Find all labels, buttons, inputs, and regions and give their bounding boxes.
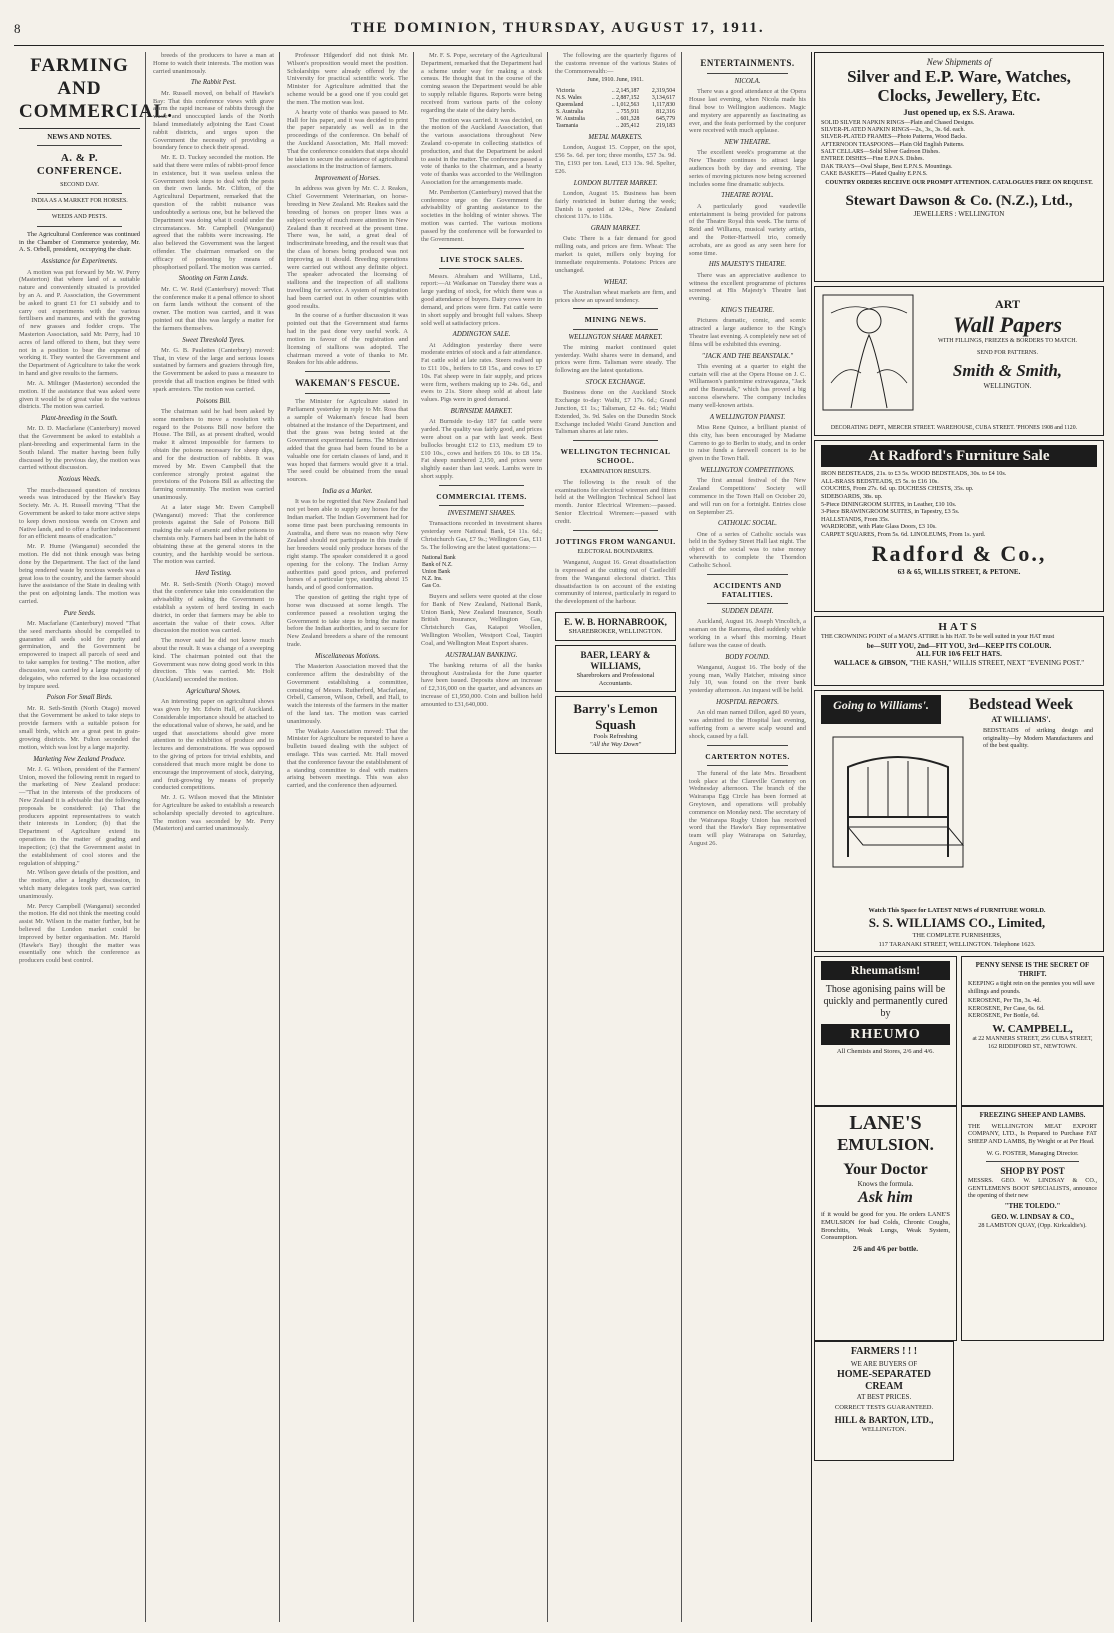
stock-name: Bank of N.Z. <box>422 561 453 568</box>
radford-item: 3-Piece BRAWINGROOM SUITES, in Tapestry, £3 5s. <box>821 508 960 516</box>
stock-price <box>536 555 542 562</box>
customs-table: Victoria .. 2,145,187 2,319,504 N.S. Wales .. 2,887,152 3,134,617 Queensland .. 1,012,563 1,117,830 S. Australia .. 755,911 812,316 W. Australia .. 601,328 645,779 Tasmania .. 205,412 219,183 <box>556 87 675 130</box>
heading-pianist: A WELLINGTON PIANIST. <box>709 413 786 421</box>
smith-friezes: WITH FILLINGS, FRIEZES & BORDERS TO MATCH. <box>937 338 1078 345</box>
heading-pureseeds: Pure Seeds. <box>63 609 96 617</box>
heading-shows: Agricultural Shows. <box>186 688 241 696</box>
smith-art: ART <box>995 297 1020 311</box>
freezing-body: THE WELLINGTON MEAT EXPORT COMPANY, LTD., Is Prepared to Purchase FAT SHEEP AND LAMBS, By Weight or at Per Head. <box>968 1122 1097 1145</box>
radford-item: HALLSTANDS, From 35s. <box>821 515 890 523</box>
hats-ad <box>814 616 1104 686</box>
lemon-squash-title: Barry's Lemon Squash <box>573 701 658 733</box>
smith-wallpapers-ad <box>814 286 1104 436</box>
penny-ad <box>961 956 1104 1106</box>
heading-misc: Miscellaneous Motions. <box>315 652 380 660</box>
farmers-title: FARMERS ! ! ! <box>850 1346 918 1357</box>
smith-firm: Smith & Smith, <box>952 361 1063 381</box>
baer-title: BAER, LEARY & WILLIAMS, <box>580 649 651 671</box>
radford-item: SIDEBOARDS, 38s. up. <box>821 492 883 500</box>
carterton-headline: CARTERTON NOTES. <box>705 751 790 761</box>
radford-item: COUCHES, From 27s. 6d. up. DUCHESS CHESTS, 35s. up. <box>821 485 974 493</box>
smith-send: SEND FOR PATTERNS. <box>977 349 1038 356</box>
radford-items <box>821 470 1097 538</box>
hornabrook-title: E. W. B. HORNABROOK, <box>564 617 667 628</box>
heading-marketing: Marketing New Zealand Produce. <box>33 755 126 763</box>
lanes-title: LANE'S <box>849 1112 922 1134</box>
column-4: Mr. F. S. Pope, secretary of the Agricultural Department, remarked that the Department had a scheme under way for making a stock census. He thought that in the course of the coming season the Department would be able to supply reliable figures. Reports were being received from various parts of the colony regarding the state of the dairy herds. The motion was carried. It was decided, on the motion of the Auckland Association, that the various associations throughout New Zealand co-operate in collecting statistics of production, and that the Department be asked to assist in the matter. The conference passed a vote of thanks to the chairman, and a hearty vote of thanks was accorded to the Wellington Association for the arrangements made. Mr. Pemberton (Canterbury) moved that the conference urge on the Government the advisability of granting assistance to the societies in the holding of winter shows. The motion was carried. The various motions passed by the conference will be forwarded to the Government. LIVE STOCK SALES. Messrs. Abraham and Williams, Ltd., report:—At Waikanae on Tuesday there was a large yarding of stock, for which there was a good attendance of buyers. Dairy cows were in demand, and prices were firm. Fat cattle were in short supply and brought full values. Sheep sold well at satisfactory prices. ADDINGTON SALE. At Addington yesterday there were moderate entries of stock and a fair attendance. Fat cattle sold at late rates. Steers realised up to £11 10s., heifers to £8 15s., and cows to £7 10s. Fat sheep were in fair supply, and prices were firm, wethers making up to 24s. 6d., and ewes to 21s. Store sheep sold at about late values. Pigs were in good demand. BURNSIDE MARKET. At Burnside to-day 187 fat cattle were yarded. The quality was fairly good, and prices were about on a par with last week. Best bullocks brought £12 to £13, medium £9 to £10 10s., cows and heifers £6 10s. to £8 15s. Fat sheep numbered 2,150, and prices were slightly easier than last week. Lambs were in short supply. COMMERCIAL ITEMS. INVESTMENT SHARES. Transactions recorded in investment shares yesterday were National Bank, £4 11s. 6d.; Christchurch Gas, £7 9s.; Wellington Gas, £11 5s. The following are the latest quotations:— National Bank Bank of N.Z. Union Bank N.Z. Ins. Gas Co. Buyers and sellers were quoted at the close for Bank of New Zealand, National Bank, Union Bank, New Zealand Insurance, South British Insurance, Wellington Gas, Christchurch Gas, Kaiapoi Woollen, Wellington Woollen, Westport Coal, Taupiri Coal, and Wellington Meat Export shares. AUSTRALIAN BANKING. The banking returns of all the banks throughout Australasia for the June quarter have been issued. Deposits show an increase of £2,316,000 on the quarter, and advances an increase of £1,950,000. Coin and bullion held amounted to £31,640,000. <box>416 52 548 1622</box>
penny-item: KEROSENE, Per Case, 6s. 6d. <box>968 1004 1045 1012</box>
rheumo-ad <box>814 956 957 1106</box>
heading-australian-banking: AUSTRALIAN BANKING. <box>445 651 518 659</box>
shop-name: "THE TOLEDO." <box>1004 1201 1061 1210</box>
tech-school-headline: WELLINGTON TECHNICAL SCHOOL. <box>560 447 671 466</box>
williams-watch: Watch This Space for LATEST NEWS of FURNITURE WORLD. <box>868 907 1046 915</box>
stewart-item: AFTERNOON TEASPOONS—Plain Old English Patterns. <box>821 141 965 148</box>
heading-jack: "JACK AND THE BEANSTALK." <box>701 352 794 360</box>
heading-poisons: Poisons Bill. <box>196 397 231 405</box>
stewart-item: DAK TRAYS—Oval Shape, Best E.P.N.S. Mountings. <box>821 163 953 170</box>
heading-theatre-royal: THEATRE ROYAL. <box>721 192 774 200</box>
shop-body: MESSRS. GEO. W. LINDSAY & CO., GENTLEMEN'S BOOT SPECIALISTS, announce the opening of their new <box>968 1177 1097 1200</box>
rheumo-brand: RHEUMO <box>821 1024 950 1045</box>
stewart-item: ENTREE DISHES—Fine E.P.N.S. Dishes. <box>821 156 925 163</box>
heading-india: India as a Market. <box>322 488 373 496</box>
heading-kings: KING'S THEATRE. <box>720 306 775 314</box>
heading-poison: Poison For Small Birds. <box>46 694 113 702</box>
stewart-item: CAKE BASKETS—Plated Quality E.P.N.S. <box>821 170 928 177</box>
stock-row <box>421 569 542 576</box>
farmers-at: AT BEST PRICES. <box>856 1393 912 1402</box>
heading-competitions: WELLINGTON COMPETITIONS. <box>700 467 795 474</box>
baer-sub: Sharebrokers and Professional Accountants. <box>576 671 655 687</box>
lanes-freezing-row <box>814 1106 1104 1341</box>
stewart-country: COUNTRY ORDERS RECEIVE OUR PROMPT ATTENTION. CATALOGUES FREE ON REQUEST. <box>825 180 1093 187</box>
stock-price <box>536 576 542 583</box>
lanes-body: if it would be good for you. He orders LANE'S EMULSION for bad Colds, Chronic Coughs, Bronchitis, Weak Lungs, Weak System, Consumption. <box>821 1210 950 1242</box>
heading-plantbreeding: Plant-breeding in the South. <box>41 415 118 423</box>
rheumo-penny-row <box>814 956 1104 1106</box>
heading-wheat: WHEAT. <box>603 278 628 286</box>
shop-firm: GEO. W. LINDSAY & CO., <box>991 1213 1074 1222</box>
hats-firm-tail: "THE KASH," WILLIS STREET, NEXT "EVENING POST." <box>909 658 1085 667</box>
freezing-title: FREEZING SHEEP AND LAMBS. <box>979 1111 1086 1119</box>
radford-address: 63 & 65, WILLIS STREET, & PETONE. <box>897 568 1021 577</box>
stewart-firm-sub: JEWELLERS : WELLINGTON <box>913 209 1005 218</box>
advertisements-column <box>814 52 1104 1622</box>
penny-firm: W. CAMPBELL, <box>992 1022 1073 1035</box>
stock-price <box>536 562 542 569</box>
williams-body: BEDSTEADS of striking design and originality—by Modern Manufacturers and of the best quality. <box>983 727 1093 750</box>
commercial-headline: COMMERCIAL ITEMS. <box>436 491 527 501</box>
stewart-item: SILVER-PLATED FRAMES—Photo Patterns, Wood Backs. <box>821 134 967 141</box>
lemon-squash-sub: Fools Refreshing <box>593 733 638 741</box>
heading-stock-exchange: STOCK EXCHANGE. <box>585 379 646 387</box>
jottings-headline: JOTTINGS FROM WANGANUI. <box>555 536 676 546</box>
column-1: FARMING AND COMMERCIAL. NEWS AND NOTES. A. & P. CONFERENCE. SECOND DAY. INDIA AS A MARKET FOR HORSES. WEEDS AND PESTS. The Agricultural Conference was continued in the Chamber of Commerce yesterday, Mr. A. S. Orbell, president, occupying the chair. Assistance for Experiments. A motion was put forward by Mr. W. Perry (Masterton) that where land of a suitable nature and conveniently situated is provided by an A. and P. Association, the Government be asked to grant £1 for £1 subsidy and to carry out experiments with the various fertilisers and manures, and with the growing of new grasses and fodder crops. The Masterton Association, said Mr. Perry, had 10 acres of land offered to them, but they were not in a position to bear the expense of working it. They wanted the Government and the Department of Agriculture to take the work in hand and give results to the farmers. Mr. A. Milinger (Masterton) seconded the motion. If the assistance that was asked were given it would be of great value to the various districts. The motion was carried. Plant-breeding in the South. Mr. D. D. Macfarlane (Canterbury) moved that the Government be asked to establish a plant-breeding and experimental farm in the South Island. The matter having been fully discussed by the previous day, the motion was carried without discussion. Noxious Weeds. The much-discussed question of noxious weeds was introduced by the Hawke's Bay Society. Mr. A. H. Russell moving "That the Government be asked to take more active steps to keep down noxious weeds on Crown and Native lands, and to offer a further inducement for an efficient means of eradication." Mr. P. Hume (Wanganui) seconded the motion. He did not think enough was being done by the Department. The fact of the land being rendered waste by noxious weeds was a great loss to the country, and the farmer should have the assistance of the State in dealing with the pest on adjoining lands. The motion was carried. Pure Seeds. Mr. Macfarlane (Canterbury) moved "That the seed merchants should be compelled to guarantee all seeds sold for purity and germination, and the Government be empowered to inspect all parcels of seed and to take samples for testing." The motion, after discussion, was carried by a large majority of delegates, who referred to the loss occasioned by impure seed. Poison For Small Birds. Mr. R. Seth-Smith (North Otago) moved that the Government be asked to take steps to provide farmers with a suitable poison for small birds, which are a great pest in grain-growing districts. Mr. Fulton seconded the motion, which was lost by a large majority. Marketing New Zealand Produce. Mr. J. G. Wilson, president of the Farmers' Union, moved the following remit in regard to the marketing of New Zealand produce:—"That in the interests of the producers of New Zealand it is advisable that the following proposals be considered: (a) That the producers appoint representatives to watch their interests in London; (b) that the Department of Agriculture extend its operations in the matter of grading and inspection; (c) that the Government assist in the establishment of cool stores and the regulation of shipping." Mr. Wilson gave details of the position, and the motion, after a lengthy discussion, in which many delegates took part, was carried unanimously. Mr. Percy Campbell (Wanganui) seconded the motion. He did not think the meeting could assist Mr. Wilson in the matter further, but he believed the London market could be improved by better organisation. Mr. Harold (Hawke's Bay) thought the matter was essentially one which the conference as producers could best control. <box>14 52 146 1622</box>
heading-wellington-share: WELLINGTON SHARE MARKET. <box>568 333 663 341</box>
farmers-correct: CORRECT TESTS GUARANTEED. <box>834 1403 934 1411</box>
radford-item: IRON BEDSTEADS, 21s. to £3 5s. WOOD BEDSTEADS, 30s. to £4 10s. <box>821 470 1007 478</box>
hats-title: HATS <box>938 621 980 633</box>
column-6: ENTERTAINMENTS. NICOLA. There was a good attendance at the Opera House last evening, when Nicola made his final bow to Wellington audiences. Magic and mystery are apparently as fascinating as ever, and the feats performed by the conjurer were received with much applause. NEW THEATRE. The excellent week's programme at the New Theatre continues to attract large audiences both by day and evening. The series of moving pictures now being screened includes some fine dramatic subjects. THEATRE ROYAL. A particularly good vaudeville entertainment is being provided for patrons of the Theatre Royal this week. The turns of Reid and Williams, musical variety artists, and the Potter-Hartwell trio, comedy acrobats, are as good as any seen here for some time. HIS MAJESTY'S THEATRE. There was an appreciative audience to witness the excellent programme of pictures screened at His Majesty's Theatre last evening. KING'S THEATRE. Pictures dramatic, comic, and scenic attracted a large audience to the King's Theatre last evening. A completely new set of films will be exhibited this evening. "JACK AND THE BEANSTALK." This evening at a quarter to eight the curtain will rise at the Opera House on J. C. Williamson's pantomime extravaganza, "Jack and the Beanstalk," which has proved a big success elsewhere. The company includes many well-known artists. A WELLINGTON PIANIST. Miss Rene Quince, a brilliant pianist of this city, has been encouraged by Madame Carreno to go to Berlin to study, and in order to raise funds a farewell concert is to be given in the Town Hall. WELLINGTON COMPETITIONS. The first annual festival of the New Zealand Competitions' Society will commence in the Town Hall on October 20, and will run on for a fortnight. Entries close on September 25. CATHOLIC SOCIAL. One of a series of Catholic socials was held in the Sydney Street Hall last night. The object of the social was to raise money wherewith to complete the Thorndon Catholic School. ACCIDENTS AND FATALITIES. SUDDEN DEATH. Auckland, August 16. Joseph Vincolich, a seaman on the Ranoma, died suddenly while working in a wharf this morning. Heart failure was the cause of death. BODY FOUND. Wanganui, August 16. The body of the young man, Wally Hatcher, missing since July 10, was found on the river bank yesterday afternoon. An inquest will be held. HOSPITAL REPORTS. An old man named Dillon, aged 80 years, was admitted to the Hospital last evening, suffering from a severe scalp wound and shock, caused by a fall. CARTERTON NOTES. The funeral of the late Mrs. Broadbent took place at the Clareville Cemetery on Wednesday afternoon. The branch of the Wairarapa Egg Circle has been formed at Greytown, and operations will probably commence on Monday next. The secretary of the Wairarapa Rugby Union has received word that the Hawke's Bay representative team will play Wairarapa on Saturday, August 26. <box>684 52 812 1622</box>
heading-sweet: Sweet Threshold Tyres. <box>182 336 245 344</box>
subhead-weeds: WEEDS AND PESTS. <box>51 214 108 221</box>
baer-ad <box>555 645 676 693</box>
lanes-ask: Ask him <box>858 1189 913 1207</box>
lemon-squash-ad <box>555 696 676 753</box>
stewart-item: SALT CELLARS—Solid Silver Gadroon Dishes. <box>821 148 940 155</box>
stock-price <box>536 569 542 576</box>
hornabrook-sub: SHAREBROKER, WELLINGTON. <box>568 628 663 636</box>
penny-item: KEROSENE, Per Bottle, 6d. <box>968 1012 1040 1020</box>
penny-title: PENNY SENSE IS THE SECRET OF THRIFT. <box>975 961 1090 978</box>
heading-hospital: HOSPITAL REPORTS. <box>716 699 779 707</box>
heading-metal: METAL MARKETS. <box>588 134 643 142</box>
stock-name: Union Bank <box>422 568 451 575</box>
lanes-doctor: Your Doctor <box>843 1161 928 1179</box>
lanes-title2: EMULSION. <box>837 1135 934 1155</box>
stock-row <box>421 555 542 562</box>
williams-going: Going to Williams'. <box>821 695 941 724</box>
radford-item: WARDROBE, with Plate Glass Doors, £3 10s. <box>821 523 937 531</box>
farmers-ad <box>814 1341 954 1461</box>
stock-row <box>421 562 542 569</box>
section-title: FARMING AND COMMERCIAL. <box>19 54 140 129</box>
mining-headline: MINING NEWS. <box>584 315 647 325</box>
shop-title: SHOP BY POST <box>1000 1166 1065 1177</box>
farmers-city: WELLINGTON. <box>861 1425 907 1433</box>
williams-bedstead: Bedstead Week <box>968 696 1074 713</box>
electoral-subhead: ELECTORAL BOUNDARIES. <box>577 548 654 555</box>
investment-table <box>421 555 542 590</box>
masthead <box>14 12 1104 46</box>
hats-firm: WALLACE & GIBSON, <box>833 658 908 667</box>
stock-row <box>421 576 542 583</box>
stewart-item: SILVER-PLATED NAPKIN RINGS—2s., 3s., 3s. 6d. each. <box>821 127 965 134</box>
lanes-knows: Knows the formula. <box>857 1179 914 1188</box>
radford-firm: Radford & Co., <box>871 541 1047 567</box>
radford-item: 5-Piece DININGROOM SUITES, in Leather, £10 10s. <box>821 500 957 508</box>
heading-addington: ADDINGTON SALE. <box>452 331 511 339</box>
entertainments-headline: ENTERTAINMENTS. <box>700 58 795 68</box>
lanes-price: 2/6 and 4/6 per bottle. <box>852 1245 918 1254</box>
heading-majesty: HIS MAJESTY'S THEATRE. <box>708 261 787 269</box>
williams-firm-sub: THE COMPLETE FURNISHERS, <box>912 932 1002 940</box>
stock-price <box>536 583 542 590</box>
hats-line3: ALL FUR 10/6 FELT HATS. <box>916 650 1002 659</box>
penny-address: at 22 MANNERS STREET, 256 CUBA STREET, 162 RIDDIFORD ST., NEWTOWN. <box>972 1036 1093 1050</box>
smith-wallpapers: Wall Papers <box>953 311 1062 337</box>
hornabrook-ad <box>555 612 676 641</box>
hats-line1: THE CROWNING POINT of a MAN'S ATTIRE is his HAT. To be well suited in your HAT must <box>821 634 1055 641</box>
williams-ad <box>814 690 1104 952</box>
exam-results: EXAMINATION RESULTS. <box>580 468 651 475</box>
farmers-we-are: WE ARE BUYERS OF <box>850 1360 918 1369</box>
rheumo-body: Those agonising pains will be quickly and permanently cured by <box>823 983 948 1019</box>
stock-name: N.Z. Ins. <box>422 575 443 582</box>
radford-ad <box>814 440 1104 612</box>
freezing-signed: W. G. FOSTER, Managing Director. <box>986 1149 1079 1157</box>
hats-line2: be—SUIT YOU, 2nd—FIT YOU, 3rd—KEEP ITS COLOUR. <box>866 641 1052 650</box>
heading-rabbit: The Rabbit Pest. <box>190 79 237 87</box>
columns <box>14 52 1104 1622</box>
shop-address: 28 LAMBTON QUAY, (Opp. Kirkcaldie's). <box>978 1221 1087 1229</box>
penny-items <box>968 997 1097 1020</box>
bedstead-icon <box>823 727 973 877</box>
farmers-firm: HILL & BARTON, LTD., <box>834 1414 934 1425</box>
accidents-headline: ACCIDENTS AND FATALITIES. <box>713 580 782 599</box>
heading-noxious: Noxious Weeds. <box>58 476 101 484</box>
heading-investment: INVESTMENT SHARES. <box>447 510 516 518</box>
heading-nicola: NICOLA. <box>734 77 761 85</box>
column-5: The following are the quarterly figures of the customs revenue of the various States of the Commonwealth:— June, 1910. June, 1911. Victoria .. 2,145,187 2,319,504 N.S. Wales .. 2,887,152 3,134,617 Queensland .. 1,012,563 1,117,830 S. Australia .. 755,911 812,316 W. Australia .. 601,328 645,779 Tasmania .. 205,412 219,183 METAL MARKETS. London, August 15. Copper, on the spot, £56 5s. 6d. per ton; three months, £57 3s. 9d. Tin, £193 per ton. Lead, £13 13s. 9d. Spelter, £26. LONDON BUTTER MARKET. London, August 15. Business has been fairly restricted in butter during the week; Danish is quoted at 124s., New Zealand choicest 117s. to 118s. GRAIN MARKET. Oats: There is a fair demand for good milling oats, and prices are firm. Wheat: The market is quiet, millers only buying for immediate requirements. Potatoes: Prices are unchanged. WHEAT. The Australian wheat markets are firm, and prices show an upward tendency. MINING NEWS. WELLINGTON SHARE MARKET. The mining market continued quiet yesterday. Waihi shares were in demand, and prices were firm. Talisman were steady. The following are the latest quotations. STOCK EXCHANGE. Business done on the Auckland Stock Exchange to-day: Waihi, £7 17s. 6d.; Grand Junction, £1 1s.; Talisman, £2 4s. 6d.; Waihi Extended, 3s. 9d. Sales on the Dunedin Stock Exchange included Waihi Grand Junction and Talisman shares at late rates. WELLINGTON TECHNICAL SCHOOL. EXAMINATION RESULTS. The following is the result of the examinations for electrical wiremen and fitters held at the Wellington Technical School last month. Junior Electrical Wiremen:—passed. Senior Electrical Wiremen:—passed with credit. JOTTINGS FROM WANGANUI. ELECTORAL BOUNDARIES. Wanganui, August 16. Great dissatisfaction is expressed at the cutting out of Castlecliff from the Wanganui electoral district. This dissatisfaction is on account of the existing community of interest, particularly in regard to the development of the harbour. E. W. B. HORNABROOK, SHAREBROKER, WELLINGTON. BAER, LEARY & WILLIAMS, Sharebrokers and Professional Accountants. Barry's Lemon Squash Fools Refreshing "All the Way Down" <box>550 52 682 1622</box>
williams-firm: S. S. WILLIAMS CO., Limited, <box>868 915 1046 931</box>
stewart-line3: Clocks, Jewellery, Etc. <box>877 85 1041 105</box>
wakeman-headline: WAKEMAN'S FESCUE. <box>294 378 400 389</box>
heading-burnside: BURNSIDE MARKET. <box>450 408 513 416</box>
column-3: Professor Hilgendorf did not think Mr. Wilson's proposition would meet the position. Scholarships were already offered by the University for practical scientific work. The Minister for Agriculture admitted that the scheme would be a good one if you could get the men. The motion was lost. A hearty vote of thanks was passed to Mr. Hall for his paper, and it was decided to print the paper separately as well as in the proceedings of the conference. On behalf of the Auckland Association, Mr. Hall moved: That the conference considers that steps should be taken to secure the assistance of agricultural associations in the instruction of farmers. Improvement of Horses. In address was given by Mr. C. J. Reakes, Chief Government Veterinarian, on horse-breeding in New Zealand. Mr. Reakes said the breeding of horses on proper lines was a subject worthy of much more attention in New Zealand than it received at the present time. There was, he said, a great deal of indiscriminate breeding, and the result was that the class of horses being produced was not improving as it should. Breeding operations were carried out without any definite object. The speaker advocated the licensing of stallions and the inspection of all stallions travelling for service. A system of registration had been carried out in other countries with good results. In the course of a further discussion it was pointed out that the Government stud farms had in the past done very useful work. A motion in favour of the registration and licensing of stallions was adopted. The chairman moved a vote of thanks to Mr. Reakes for his able address. WAKEMAN'S FESCUE. The Minister for Agriculture stated in Parliament yesterday in reply to Mr. Ross that a sample of Wakeman's fescue had been obtained at the instance of the Department, and that the grass was being tested at the Government experimental farms. The Minister added that the grass had been found to be a valuable one for certain classes of land, and it was hoped that farmers would give it a trial. The seed could be obtained from the usual sources. India as a Market. It was to be regretted that New Zealand had not yet been able to supply any horses for the Indian market. The Indian Government had for some time past been purchasing remounts in Australia, and there was no reason why New Zealand should not participate in this trade if her breeders would only produce horses of the right stamp. The speaker considered it a good opening for the colony. The Indian Army authorities paid good prices, and preferred horses of a particular type, standing about 15 hands, and of good conformation. The question of getting the right type of horse was discussed at some length. The conference passed a resolution urging the Government to take steps to bring the matter before the Indian authorities, and to secure for New Zealand breeders a share of the remount trade. Miscellaneous Motions. The Masterton Association moved that the conference affirm the desirability of the Government establishing a committee, consisting of Messrs. Rutherford, Macfarlane, Orbell, Cameron, Wilson, Orbell, and Hall, to watch the interests of the farmers in the matter of the land tax. The motion was carried unanimously. The Waikato Association moved: That the Minister for Agriculture be requested to have a bulletin issued dealing with the subject of ensilage. This was carried. Mr. Hall moved that the conference favour the establishment of a standing committee to deal with matters arising between meetings. This was also carried, and the conference then adjourned. <box>282 52 414 1622</box>
conference-intro: The Agricultural Conference was continued in the Chamber of Commerce yesterday, Mr. A. S. Orbell, president, occupying the chair. <box>19 230 140 254</box>
rheumo-title: Rheumatism! <box>821 961 950 980</box>
radford-item: CARPET SQUARES, From 5s. 6d. LINOLEUMS, From 1s. yard. <box>821 530 986 538</box>
stock-row <box>421 583 542 590</box>
stewart-item: SOLID SILVER NAPKIN RINGS—Plain and Chased Designs. <box>821 119 975 126</box>
stewart-items <box>821 120 1097 179</box>
paper-title: THE DOMINION, THURSDAY, AUGUST 17, 1911. <box>350 20 765 37</box>
stewart-line2: Silver and E.P. Ware, Watches, <box>847 66 1071 86</box>
column-2: breeds of the producers to have a man at Home to watch their interests. The motion was carried unanimously. The Rabbit Pest. Mr. Russell moved, on behalf of Hawke's Bay: That this conference views with grave alarm the rapid increase of rabbits through the waste and unoccupied lands of the North Island immediately adjoining the East Coast rabbit districts, and urges upon the Government the necessity of providing a boundary fence to check their spread. Mr. E. D. Tuckey seconded the motion. He said that there were miles of rabbit-proof fence in existence, but it was useless unless the Government took steps to deal with the pests on their own lands. Mr. Clifton, of the Agricultural Department, remarked that the question of the rabbit nuisance was undoubtedly a serious one, but he believed the Department was doing what it could under the circumstances. Mr. Campbell (Wanganui) agreed that the rabbits were increasing. He also believed the Government was the largest offender. The chairman remarked on the efficacy of poisoning by means of phosphorised pollard. The motion was carried. Shooting on Farm Lands. Mr. C. W. Reid (Canterbury) moved: That the conference make it a penal offence to shoot on farm lands without the consent of the owner. The motion was carried, and it was pointed out that this was largely a matter for the farmers themselves. Sweet Threshold Tyres. Mr. G. B. Paulettes (Canterbury) moved: That, in view of the large and serious losses sustained by farmers and graziers through fire, the Government be asked to pass a measure to provide that all traction engines be fitted with spark arresters. The motion was carried. Poisons Bill. The chairman said he had been asked by some members to move a resolution with regard to the Poisons Bill now before the House. The Bill, as at present drafted, would make it almost impossible for farmers to obtain the poisons necessary for sheep dips, and for the destruction of rabbits. It was moved by Mr. Ewen Campbell that the conference strongly protest against the provisions of the Poisons Bill as affecting the farming community. The motion was carried unanimously. At a later stage Mr. Ewen Campbell (Wanganui) moved: That the conference protests against the Sale of Poisons Bill making the sale of arsenic and other poisons to chemists only. Farmers had been in the habit of obtaining these at the general stores in the country, and the hardship would be serious. The motion was carried. Herd Testing. Mr. R. Seth-Smith (North Otago) moved that the conference take into consideration the advisability of asking the Government to establish a system of herd testing in each district, in order that farmers may be able to ascertain the value of their cows. After discussion the motion was carried. The mover said he did not know much about the result. It was a change of a sweeping kind. The chairman pointed out that the Government was now doing good work in this direction. This was carried. Mr. Holt (Auckland) seconded the motion. Agricultural Shows. An interesting paper on agricultural shows was given by Mr. Edwin Hall, of Auckland. Considerable importance should be attached to the educational value of shows, he said, and he urged that associations should give more attention to the exhibition of produce and to lectures and demonstrations. He was opposed to the giving of prizes for trivial exhibits, and considered that much more might be done to encourage the improvement of stock, dairying, and fruit-growing by means of properly conducted competitions. Mr. J. G. Wilson moved that the Minister for Agriculture be asked to establish a research scholarship specially devoted to agriculture. The motion was seconded by Mr. Perry (Masterton) and carried unanimously. <box>148 52 280 1622</box>
smith-address: DECORATING DEPT., MERCER STREET. WAREHOUSE, CUBA STREET. 'PHONES 1908 and 1120. <box>830 424 1078 431</box>
heading-body: BODY FOUND. <box>725 653 770 661</box>
subhead-india: INDIA AS A MARKET FOR HORSES. <box>31 198 128 205</box>
radford-item: ALL-BRASS BEDSTEADS, £5 5s. to £16 10s. <box>821 477 939 485</box>
heading-new-theatre: NEW THEATRE. <box>724 139 771 147</box>
freezing-ad <box>961 1106 1104 1341</box>
customs-table-title: June, 1910. June, 1911. <box>587 77 644 84</box>
newspaper-page <box>14 12 1104 1624</box>
williams-address: 117 TARANAKI STREET, WELLINGTON. Telephone 1623. <box>878 941 1036 949</box>
williams-at: AT WILLIAMS'. <box>991 714 1051 724</box>
lanes-ad <box>814 1106 957 1341</box>
stewart-line4: Just opened up, ex S.S. Arawa. <box>903 107 1015 118</box>
page-number: 8 <box>14 20 22 36</box>
livestock-headline: LIVE STOCK SALES. <box>440 254 523 264</box>
day-label: SECOND DAY. <box>60 181 99 188</box>
heading-catholic: CATHOLIC SOCIAL. <box>717 520 778 528</box>
farmers-product: HOME-SEPARATED CREAM <box>836 1368 932 1392</box>
heading-grain: GRAIN MARKET. <box>590 225 641 233</box>
heading-sudden: SUDDEN DEATH. <box>721 607 774 615</box>
stewart-dawson-ad <box>814 52 1104 282</box>
heading-shooting: Shooting on Farm Lands. <box>178 275 249 283</box>
article-text: A motion was put forward by Mr. W. Perry (Masterton) that where land of a suitable nature and conveniently situated is provided by an A. and P. Association, the Government be asked to grant £1 for £1 subsidy and to carry out experiments with the various fertilisers and manures, and with the growing of new grasses and fodder crops. The Masterton Association, said Mr. Perry, had 10 acres of land offered to them, but they were not in a position to bear the expense of working it. They wanted the Government and the Department of Agriculture to take the work in hand and give results to the farmers. <box>19 268 140 378</box>
heading-assistance: Assistance for Experiments. <box>41 258 118 266</box>
art-nouveau-figure-icon <box>821 293 916 413</box>
radford-headline: At Radford's Furniture Sale <box>821 445 1097 467</box>
conference-headline: A. & P. CONFERENCE. <box>36 152 123 178</box>
news-label: NEWS AND NOTES. <box>47 132 112 141</box>
stewart-firm: Stewart Dawson & Co. (N.Z.), Ltd., <box>845 192 1073 209</box>
stock-name: Gas Co. <box>422 582 441 589</box>
smith-city: WELLINGTON. <box>983 381 1032 390</box>
heading-london-butter: LONDON BUTTER MARKET. <box>573 179 658 187</box>
penny-body: KEEPING a tight rein on the pennies you will save shillings and pounds. <box>968 980 1095 995</box>
heading-herd: Herd Testing. <box>195 570 232 578</box>
lemon-squash-tagline: "All the Way Down" <box>589 740 642 748</box>
rheumo-sub: All Chemists and Stores, 2/6 and 4/6. <box>836 1048 935 1056</box>
stewart-line1: New Shipments of <box>926 57 992 67</box>
heading-improvement: Improvement of Horses. <box>314 175 381 183</box>
stock-name: National Bank <box>422 554 456 561</box>
penny-item: KEROSENE, Per Tin, 3s. 4d. <box>968 997 1041 1005</box>
